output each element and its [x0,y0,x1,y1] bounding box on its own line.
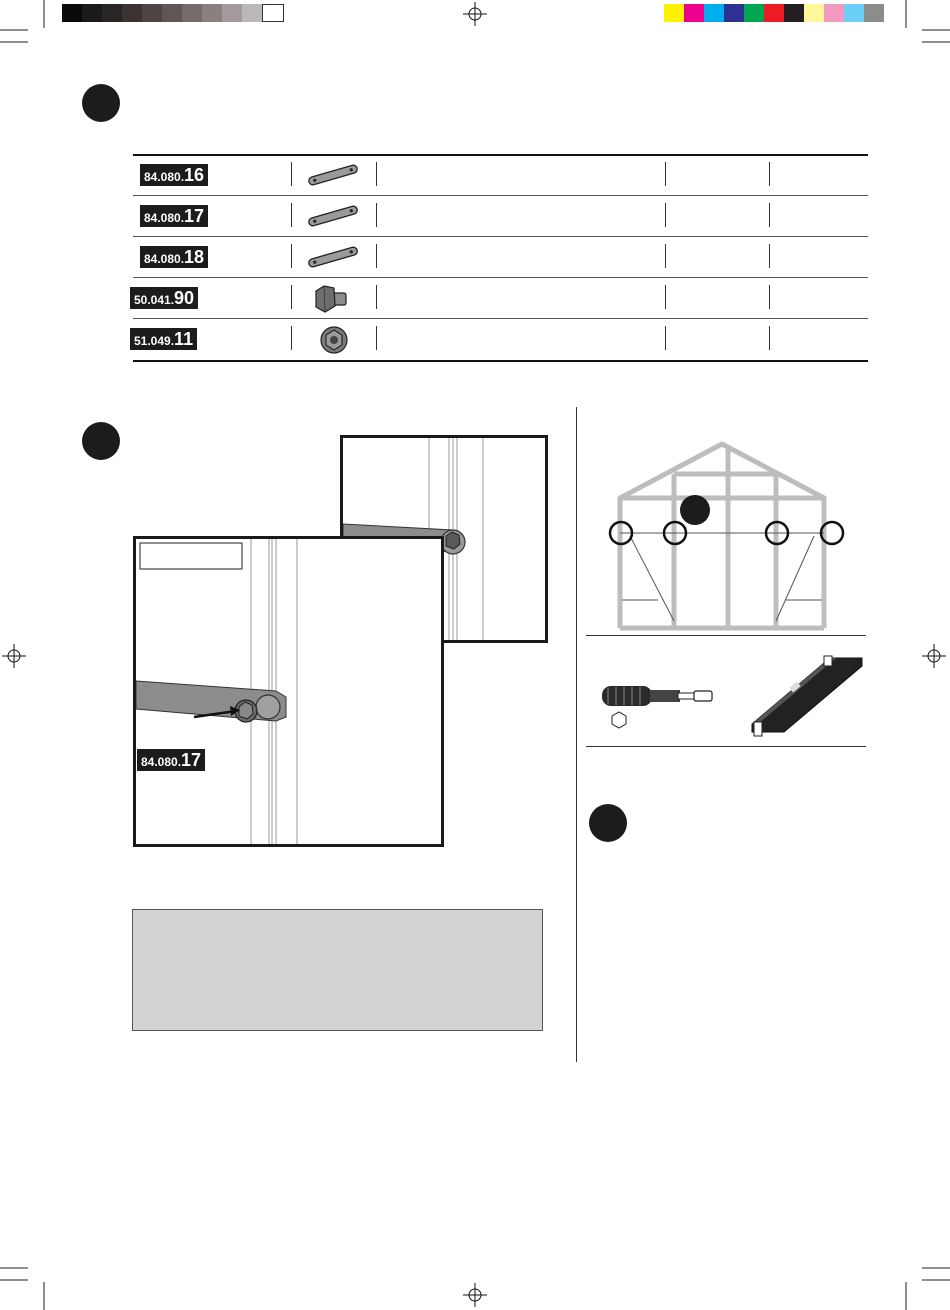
hex-key-icon [612,712,626,728]
detail-part-suffix: 17 [181,750,202,770]
part-number-suffix: 11 [174,329,194,349]
part-number-prefix: 51.049. [134,334,175,348]
registration-mark-top [463,2,487,26]
part-number-suffix: 16 [184,165,205,185]
part-number-badge [140,205,208,227]
part-number-suffix: 90 [174,288,195,308]
registration-mark-left [2,644,26,668]
column-divider [576,407,577,1062]
screwdriver-icon [598,678,723,736]
bar-icon [305,164,361,186]
step-marker-1 [82,84,120,122]
tools-divider-top [586,635,866,636]
detail-inset-main [133,536,444,847]
note-box [132,909,543,1031]
part-number-prefix: 84.080. [144,252,185,266]
registration-mark-bottom [463,1283,487,1307]
nut-icon [318,325,350,355]
registration-mark-right [922,644,946,668]
detail-part-badge [137,749,205,771]
part-number-badge [130,287,198,309]
spirit-level-icon [750,654,865,740]
part-number-badge [140,164,208,186]
bar-joint-drawing [136,539,441,844]
part-number-prefix: 50.041. [134,293,175,307]
part-number-prefix: 84.080. [144,211,185,225]
step-marker-3 [589,804,627,842]
detail-part-prefix: 84.080. [141,755,182,769]
bar-icon [305,246,361,268]
bar-icon [305,205,361,227]
tools-divider-bottom [586,746,866,747]
part-number-suffix: 17 [184,206,205,226]
detail-reference-dot [680,495,710,525]
step-marker-2 [82,422,120,460]
part-number-badge [140,246,208,268]
bolt-icon [312,283,352,315]
part-number-prefix: 84.080. [144,170,185,184]
part-number-suffix: 18 [184,247,205,267]
greenhouse-frame-drawing [600,436,850,632]
part-number-badge [130,328,197,350]
